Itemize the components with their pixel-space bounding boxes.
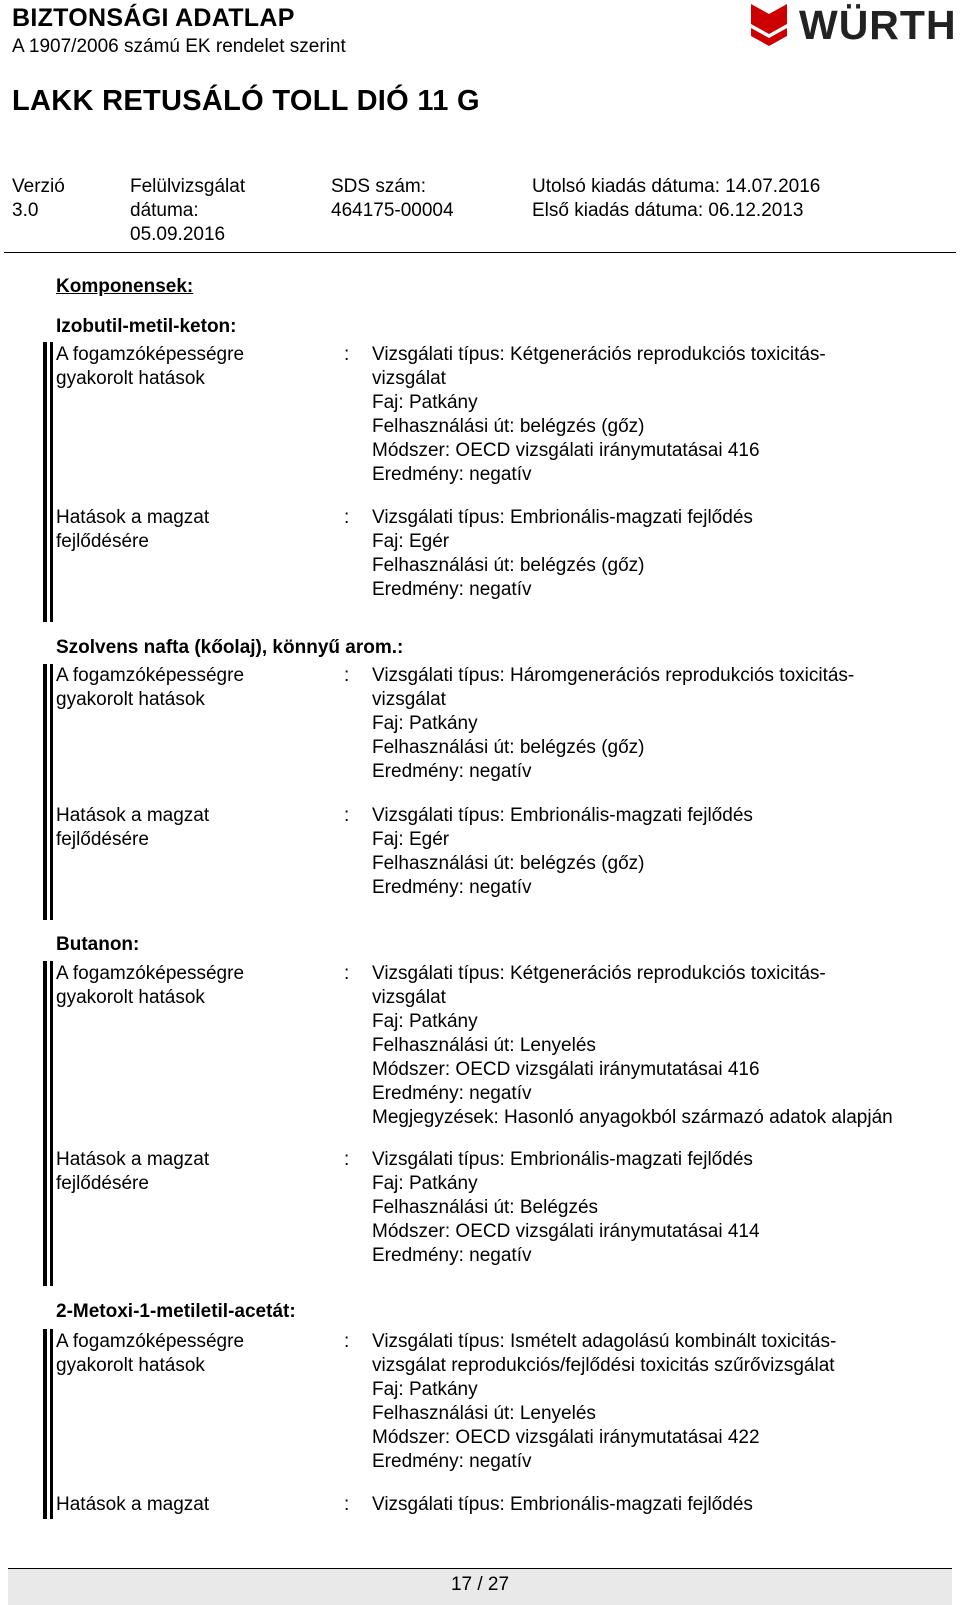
property-label (56, 343, 326, 391)
property-value-line: Vizsgálati típus: Háromgenerációs reprodukciós toxicitás- (372, 665, 855, 686)
component-name: Butanon: (56, 934, 140, 955)
revision-label-2: dátuma: (130, 200, 199, 221)
property-value-line: Vizsgálati típus: Kétgenerációs reprodukciós toxicitás- (372, 344, 826, 365)
property-colon: : (344, 344, 350, 365)
property-value-line: vizsgálat reprodukciós/fejlődési toxicitás szűrővizsgálat (372, 1355, 835, 1376)
property-label (56, 962, 326, 1010)
property-value-line: Eredmény: negatív (372, 1083, 532, 1104)
property-label (56, 1330, 326, 1378)
property-value-line: Eredmény: negatív (372, 877, 532, 898)
version-label: Verzió (12, 176, 65, 197)
property-label (56, 804, 326, 852)
property-value-line: Vizsgálati típus: Kétgenerációs reprodukciós toxicitás- (372, 963, 826, 984)
property-value (372, 1148, 760, 1268)
sds-label: SDS szám: (331, 176, 427, 197)
last-issue-date: Utolsó kiadás dátuma: 14.07.2016 (532, 176, 821, 197)
issue-dates-block (532, 175, 820, 223)
property-label (56, 664, 326, 712)
product-name: LAKK RETUSÁLÓ TOLL DIÓ 11 G (12, 85, 480, 117)
property-value-line: Felhasználási út: Lenyelés (372, 1035, 596, 1056)
property-value-line: Faj: Patkány (372, 713, 478, 734)
change-bar (43, 961, 47, 1286)
property-value (372, 962, 893, 1130)
property-label-line: A fogamzóképességre (56, 344, 245, 365)
property-value (372, 1493, 753, 1517)
property-value-line: Vizsgálati típus: Ismételt adagolású kombinált toxicitás- (372, 1331, 837, 1352)
change-bar (43, 1329, 47, 1519)
change-bar (50, 1329, 53, 1519)
property-value-line: Eredmény: negatív (372, 761, 532, 782)
property-value-line: vizsgálat (372, 689, 446, 710)
property-label-line: A fogamzóképességre (56, 963, 245, 984)
property-label (56, 1493, 326, 1517)
page-number: 17 / 27 (450, 1574, 510, 1595)
property-value-line: Eredmény: negatív (372, 464, 532, 485)
property-label-line: gyakorolt hatások (56, 368, 205, 389)
property-label-line: gyakorolt hatások (56, 987, 205, 1008)
property-label-line: fejlődésére (56, 1173, 149, 1194)
property-value (372, 1330, 836, 1474)
property-value-line: Felhasználási út: Lenyelés (372, 1403, 596, 1424)
property-colon: : (344, 1494, 350, 1515)
property-value-line: Vizsgálati típus: Embrionális-magzati fejlődés (372, 507, 753, 528)
change-bar (50, 961, 53, 1286)
property-value-line: Faj: Patkány (372, 1173, 478, 1194)
property-value-line: Módszer: OECD vizsgálati iránymutatásai 422 (372, 1427, 760, 1448)
change-bar (43, 664, 47, 920)
property-value-line: Megjegyzések: Hasonló anyagokból származó adatok alapján (372, 1107, 893, 1128)
property-value-line: Faj: Patkány (372, 392, 478, 413)
property-value-line: Eredmény: negatív (372, 1451, 532, 1472)
property-value-line: Felhasználási út: belégzés (gőz) (372, 737, 645, 758)
property-value-line: Módszer: OECD vizsgálati iránymutatásai 416 (372, 1059, 760, 1080)
brand-wordmark: WÜRTH (799, 2, 957, 48)
sds-block (331, 175, 454, 223)
regulation-subtitle: A 1907/2006 számú EK rendelet szerint (12, 36, 346, 57)
property-colon: : (344, 1149, 350, 1170)
property-value (372, 506, 753, 602)
change-bar (50, 664, 53, 920)
property-value-line: Faj: Patkány (372, 1011, 478, 1032)
property-value-line: vizsgálat (372, 368, 446, 389)
property-label-line: fejlődésére (56, 829, 149, 850)
property-label-line: Hatások a magzat (56, 805, 210, 826)
wurth-logo-icon (747, 2, 791, 48)
change-bar (50, 342, 53, 622)
component-name: 2-Metoxi-1-metiletil-acetát: (56, 1301, 296, 1322)
property-colon: : (344, 963, 350, 984)
first-issue-date: Első kiadás dátuma: 06.12.2013 (532, 200, 804, 221)
property-value-line: Módszer: OECD vizsgálati iránymutatásai 414 (372, 1221, 760, 1242)
property-value-line: Faj: Patkány (372, 1379, 478, 1400)
property-value-line: vizsgálat (372, 987, 446, 1008)
property-value (372, 804, 753, 900)
property-label (56, 506, 326, 554)
property-label-line: gyakorolt hatások (56, 689, 205, 710)
change-bar (43, 342, 47, 622)
property-colon: : (344, 665, 350, 686)
property-label-line: Hatások a magzat (56, 1494, 210, 1515)
sds-value: 464175-00004 (331, 200, 454, 221)
property-value-line: Módszer: OECD vizsgálati iránymutatásai 416 (372, 440, 760, 461)
property-value (372, 664, 854, 784)
revision-block (130, 175, 245, 247)
property-value-line: Vizsgálati típus: Embrionális-magzati fejlődés (372, 1494, 753, 1515)
property-label-line: fejlődésére (56, 531, 149, 552)
property-label-line: Hatások a magzat (56, 507, 210, 528)
property-label-line: gyakorolt hatások (56, 1355, 205, 1376)
property-label-line: A fogamzóképességre (56, 665, 245, 686)
header-divider (4, 252, 956, 253)
version-block (12, 175, 65, 223)
property-colon: : (344, 507, 350, 528)
property-value (372, 343, 826, 487)
property-value-line: Felhasználási út: Belégzés (372, 1197, 599, 1218)
wurth-logo (747, 2, 955, 50)
property-value-line: Felhasználási út: belégzés (gőz) (372, 416, 645, 437)
property-label-line: A fogamzóképességre (56, 1331, 245, 1352)
property-value-line: Faj: Egér (372, 531, 450, 552)
property-label-line: Hatások a magzat (56, 1149, 210, 1170)
version-value: 3.0 (12, 200, 39, 221)
revision-label-1: Felülvizsgálat (130, 176, 246, 197)
property-value-line: Felhasználási út: belégzés (gőz) (372, 555, 645, 576)
property-value-line: Eredmény: negatív (372, 579, 532, 600)
revision-value: 05.09.2016 (130, 224, 226, 245)
property-label (56, 1148, 326, 1196)
property-value-line: Vizsgálati típus: Embrionális-magzati fejlődés (372, 805, 753, 826)
property-colon: : (344, 1331, 350, 1352)
property-value-line: Faj: Egér (372, 829, 450, 850)
property-value-line: Vizsgálati típus: Embrionális-magzati fejlődés (372, 1149, 753, 1170)
component-name: Izobutil-metil-keton: (56, 316, 237, 337)
section-heading: Komponensek: (56, 276, 194, 297)
property-value-line: Eredmény: negatív (372, 1245, 532, 1266)
property-value-line: Felhasználási út: belégzés (gőz) (372, 853, 645, 874)
component-name: Szolvens nafta (kőolaj), könnyű arom.: (56, 637, 404, 658)
property-colon: : (344, 805, 350, 826)
document-type-title: BIZTONSÁGI ADATLAP (12, 4, 295, 32)
